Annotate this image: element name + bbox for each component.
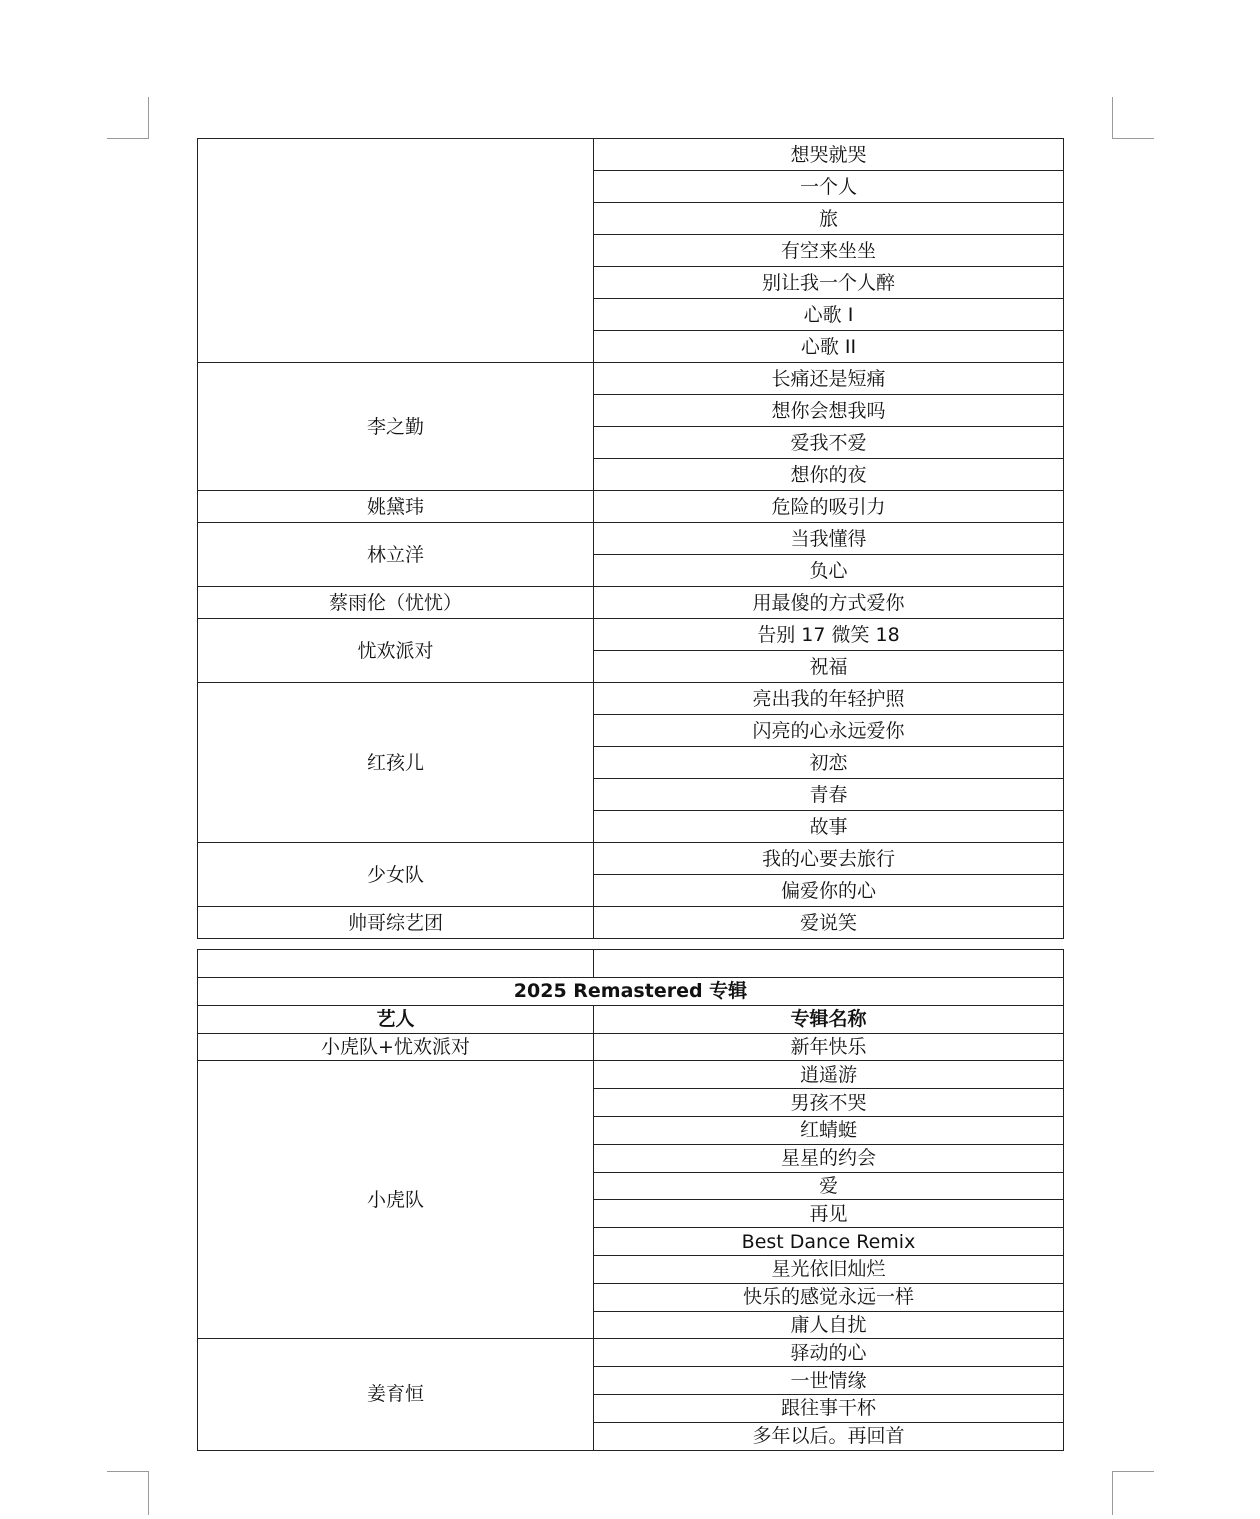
artist-cell: 李之勤 [198,363,594,491]
album-cell: 用最傻的方式爱你 [594,587,1064,619]
table-row [198,523,1064,555]
album-cell: 想哭就哭 [594,139,1064,171]
album-cell: 有空来坐坐 [594,235,1064,267]
artist-cell: 小虎队 [198,1061,594,1339]
album-cell: 一个人 [594,171,1064,203]
album-cell: 偏爱你的心 [594,875,1064,907]
album-cell: 多年以后。再回首 [594,1422,1064,1450]
album-cell: 告别 17 微笑 18 [594,619,1064,651]
album-cell: 负心 [594,555,1064,587]
album-cell: 别让我一个人醉 [594,267,1064,299]
album-cell: 想你会想我吗 [594,395,1064,427]
album-cell: 跟往事干杯 [594,1394,1064,1422]
artist-cell: 林立洋 [198,523,594,587]
album-cell: Best Dance Remix [594,1228,1064,1256]
table-row [198,1339,1064,1367]
album-cell: 一世情缘 [594,1367,1064,1395]
album-cell: 逍遥游 [594,1061,1064,1089]
table-row [198,139,1064,171]
album-cell: 庸人自扰 [594,1311,1064,1339]
artist-cell: 小虎队+忧欢派对 [198,1033,594,1061]
crop-mark-bottom-right [1112,1471,1154,1515]
album-cell: 驿动的心 [594,1339,1064,1367]
album-cell: 心歌 I [594,299,1064,331]
album-cell: 心歌 II [594,331,1064,363]
table-row [198,907,1064,939]
album-cell: 长痛还是短痛 [594,363,1064,395]
album-cell: 当我懂得 [594,523,1064,555]
crop-mark-top-right [1112,97,1154,139]
table-row [198,843,1064,875]
album-cell: 祝福 [594,651,1064,683]
header-artist: 艺人 [198,1005,594,1033]
artist-cell [198,139,594,363]
artist-cell: 姜育恒 [198,1339,594,1450]
album-cell: 星光依旧灿烂 [594,1255,1064,1283]
crop-mark-top-left [107,97,149,139]
album-cell: 男孩不哭 [594,1089,1064,1117]
album-cell: 闪亮的心永远爱你 [594,715,1064,747]
album-cell: 爱 [594,1172,1064,1200]
table-row [198,683,1064,715]
blank-row [198,950,1064,978]
album-cell: 我的心要去旅行 [594,843,1064,875]
album-table-continued [197,138,1064,939]
album-cell: 危险的吸引力 [594,491,1064,523]
artist-cell: 少女队 [198,843,594,907]
crop-mark-bottom-left [107,1471,149,1515]
album-cell: 新年快乐 [594,1033,1064,1061]
table-row [198,1033,1064,1061]
table-row [198,491,1064,523]
album-cell: 爱说笑 [594,907,1064,939]
album-cell: 星星的约会 [594,1144,1064,1172]
album-cell: 红蜻蜓 [594,1116,1064,1144]
table-row [198,1061,1064,1089]
section-title-row [198,978,1064,1006]
album-cell: 青春 [594,779,1064,811]
section-title: 2025 Remastered 专辑 [198,978,1064,1006]
artist-cell: 忧欢派对 [198,619,594,683]
header-row [198,1005,1064,1033]
artist-cell: 蔡雨伦（忧忧） [198,587,594,619]
remastered-album-table [197,949,1064,1451]
artist-cell: 红孩儿 [198,683,594,843]
artist-cell: 姚黛玮 [198,491,594,523]
album-cell: 爱我不爱 [594,427,1064,459]
table-row [198,363,1064,395]
album-cell: 想你的夜 [594,459,1064,491]
table-row [198,619,1064,651]
blank-cell [594,950,1064,978]
blank-cell [198,950,594,978]
album-cell: 再见 [594,1200,1064,1228]
album-cell: 快乐的感觉永远一样 [594,1283,1064,1311]
table-row [198,587,1064,619]
album-cell: 亮出我的年轻护照 [594,683,1064,715]
album-cell: 故事 [594,811,1064,843]
album-cell: 初恋 [594,747,1064,779]
album-cell: 旅 [594,203,1064,235]
header-album-name: 专辑名称 [594,1005,1064,1033]
artist-cell: 帅哥综艺团 [198,907,594,939]
